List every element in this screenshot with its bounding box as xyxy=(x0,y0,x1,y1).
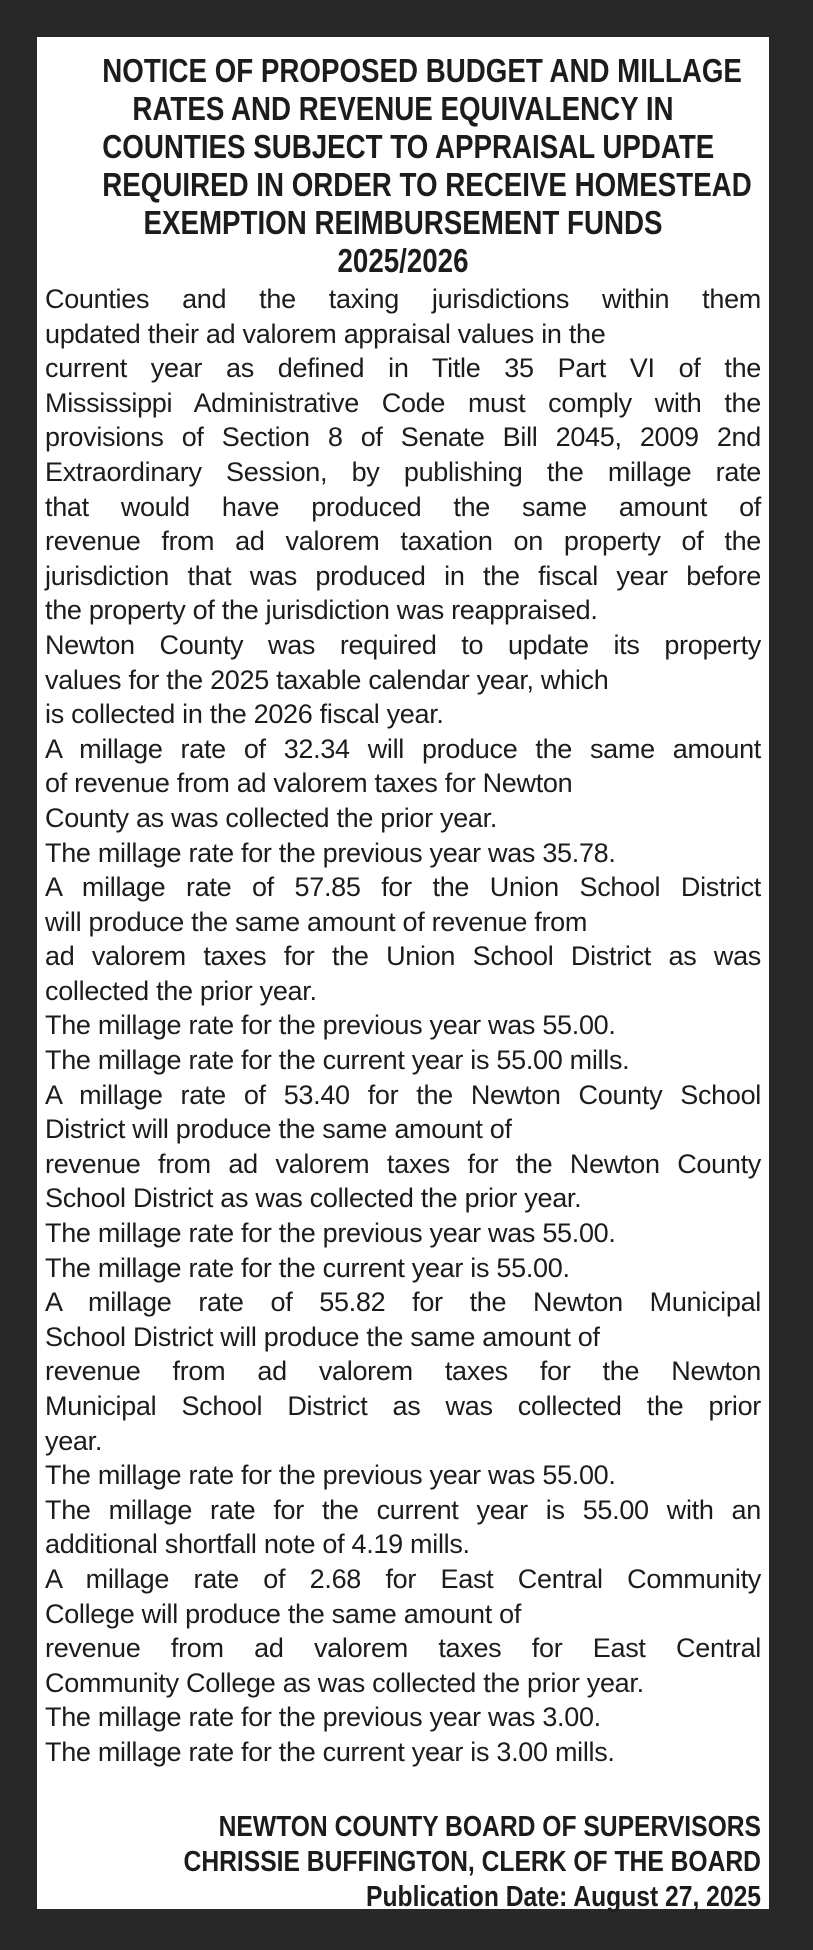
notice-body-line: The millage rate for the previous year was 3.00. xyxy=(45,1702,601,1733)
notice-body-line: The millage rate for the previous year was 55.00. xyxy=(45,1010,616,1041)
notice-body-line: College will produce the same amount of xyxy=(45,1598,522,1629)
notice-body-line: Mississippi Administrative Code must comply with the xyxy=(45,387,761,418)
notice-body-line: is collected in the 2026 fiscal year. xyxy=(45,699,444,730)
notice-body-line: A millage rate of 32.34 will produce the same amount xyxy=(45,733,761,764)
notice-title-line: COUNTIES SUBJECT TO APPRAISAL UPDATE xyxy=(102,128,715,165)
notice-body-line: The millage rate for the current year is 3.00 mills. xyxy=(45,1736,615,1767)
notice-body-line: The millage rate for the current year is 55.00. xyxy=(45,1252,570,1283)
notice-body-line: District will produce the same amount of xyxy=(45,1114,512,1145)
notice-body-line: updated their ad valorem appraisal values in the xyxy=(45,318,606,349)
notice-title-line: NOTICE OF PROPOSED BUDGET AND MILLAGE xyxy=(102,52,742,89)
notice-footer-line: Publication Date: August 27, 2025 xyxy=(366,1880,761,1913)
notice-body-line: revenue from ad valorem taxes for East Central xyxy=(45,1633,761,1664)
notice-body-line: School District will produce the same amount of xyxy=(45,1321,600,1352)
notice-title-line: RATES AND REVENUE EQUIVALENCY IN xyxy=(132,90,674,127)
notice-body-line: values for the 2025 taxable calendar year, which xyxy=(45,664,609,695)
notice-body-line: A millage rate of 57.85 for the Union School District xyxy=(45,872,761,903)
notice-body-line: revenue from ad valorem taxes for the Newton xyxy=(45,1356,761,1387)
notice-body-line: Community College as was collected the prior year. xyxy=(45,1667,644,1698)
notice-body-line: County as was collected the prior year. xyxy=(45,802,498,833)
notice-body-line: provisions of Section 8 of Senate Bill 2045, 2009 2nd xyxy=(45,422,761,453)
notice-title-line: EXEMPTION REIMBURSEMENT FUNDS xyxy=(143,204,663,241)
notice-body-line: that would have produced the same amount of xyxy=(45,491,761,522)
notice-paper xyxy=(37,37,769,1913)
notice-body-line: year. xyxy=(45,1425,103,1456)
notice-body-line: revenue from ad valorem taxes for the Newton County xyxy=(45,1148,761,1179)
notice-footer xyxy=(45,1810,761,1915)
notice-footer-line: CHRISSIE BUFFINGTON, CLERK OF THE BOARD xyxy=(183,1845,761,1878)
notice-body-line: The millage rate for the current year is 55.00 mills. xyxy=(45,1045,630,1076)
notice-title-line: REQUIRED IN ORDER TO RECEIVE HOMESTEAD xyxy=(102,166,752,203)
notice-body-line: jurisdiction that was produced in the fiscal year before xyxy=(45,560,761,591)
notice-body-line: The millage rate for the previous year was 35.78. xyxy=(45,837,616,868)
notice-body-line: the property of the jurisdiction was reappraised. xyxy=(45,595,598,626)
notice-body-line: collected the prior year. xyxy=(45,975,317,1006)
notice-body-line: The millage rate for the previous year was 55.00. xyxy=(45,1460,616,1491)
notice-body-line: of revenue from ad valorem taxes for Newton xyxy=(45,768,573,799)
notice-body-line: ad valorem taxes for the Union School District as was xyxy=(45,941,761,972)
notice-body-line: School District as was collected the prior year. xyxy=(45,1183,582,1214)
notice-body-line: current year as defined in Title 35 Part VI of the xyxy=(45,353,761,384)
notice-body-line: revenue from ad valorem taxation on property of the xyxy=(45,526,761,557)
notice-body-line: Municipal School District as was collected the prior xyxy=(45,1391,761,1421)
notice-body-line: A millage rate of 53.40 for the Newton County School xyxy=(45,1079,761,1110)
notice-body-line: will produce the same amount of revenue from xyxy=(45,906,588,937)
notice-body-line: A millage rate of 2.68 for East Central Community xyxy=(45,1563,761,1594)
notice-body xyxy=(45,282,761,1770)
notice-body-line: The millage rate for the current year is 55.00 with an xyxy=(45,1494,761,1525)
notice-body-line: Extraordinary Session, by publishing the millage rate xyxy=(45,456,761,487)
notice-title xyxy=(45,52,761,280)
notice-body-line: A millage rate of 55.82 for the Newton Municipal xyxy=(45,1287,761,1318)
notice-body-line: Counties and the taxing jurisdictions within them xyxy=(45,284,761,314)
notice-footer-line: NEWTON COUNTY BOARD OF SUPERVISORS xyxy=(218,1810,762,1843)
notice-body-line: The millage rate for the previous year was 55.00. xyxy=(45,1218,616,1249)
notice-body-line: Newton County was required to update its property xyxy=(45,629,761,660)
notice-title-line: 2025/2026 xyxy=(337,242,469,279)
notice-body-line: additional shortfall note of 4.19 mills. xyxy=(45,1529,470,1560)
